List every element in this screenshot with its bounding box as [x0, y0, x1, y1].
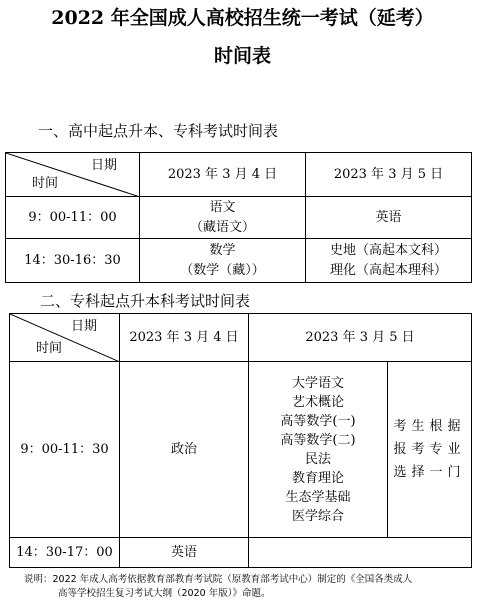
subject-name: 教育理论: [291, 470, 344, 486]
subject-name: 数学: [209, 242, 236, 258]
section1-heading: 一、高中起点升本、专科考试时间表: [38, 122, 279, 140]
table2-row2-day1: 英语: [120, 538, 249, 568]
table1-time-1: 9：00-11：00: [6, 197, 140, 239]
subject-name: 史地（高起本文科）: [329, 242, 447, 258]
table1-time-label: 时间: [32, 176, 59, 191]
table1-row2-day1: [140, 239, 306, 283]
table1-date-1: 2023 年 3 月 4 日: [140, 153, 306, 197]
footnote-line-1: 说明：2022 年成人高考依据教育部教育考试院（原教育部考试中心）制定的《全国各类成人: [24, 574, 413, 585]
table1-row1-day2: 英语: [306, 197, 472, 239]
schedule-table-2: [9, 313, 472, 568]
table2-row1-subjects: [249, 362, 388, 538]
table2-header-row: [10, 314, 472, 362]
note-line: 考生根据: [393, 419, 466, 434]
table2-diagonal-header: [10, 314, 120, 362]
table-row: [6, 197, 472, 239]
subject-name: 大学语文: [291, 375, 344, 391]
table1-row2-day2: [306, 239, 472, 283]
section2-heading: 二、专科起点升本科考试时间表: [40, 292, 251, 310]
subject-name: （数学（藏））: [180, 262, 265, 278]
subject-name: 高等数学(一): [280, 413, 356, 429]
table1-diagonal-line: [6, 153, 140, 197]
note-line: 报考专业: [393, 442, 466, 457]
table2-time-label: 时间: [36, 341, 63, 356]
subject-name: 艺术概论: [291, 394, 344, 410]
table-row: [6, 239, 472, 283]
subject-name: 民法: [304, 451, 331, 467]
table2-time-1: 9：00-11：30: [10, 362, 120, 538]
table2-time-2: 14：30-17：00: [10, 538, 120, 568]
table2-diagonal-line: [10, 314, 120, 362]
page-title: 2022 年全国成人高校招生统一考试（延考）: [51, 7, 434, 29]
subject-name: 理化（高起本理科）: [329, 262, 447, 278]
subject-name: 生态学基础: [285, 489, 351, 505]
footnote: [24, 573, 474, 601]
table-row: [10, 362, 472, 538]
subject-name: 高等数学(二): [280, 432, 356, 448]
table1-row1-day1: [140, 197, 306, 239]
table2-date-1: 2023 年 3 月 4 日: [120, 314, 249, 362]
table2-row2-day2: [249, 538, 472, 568]
page-subtitle: 时间表: [213, 45, 271, 67]
table1-header-row: [6, 153, 472, 197]
table2-date-2: 2023 年 3 月 5 日: [249, 314, 472, 362]
table2-row1-note: [388, 362, 472, 538]
table1-date-label: 日期: [90, 158, 117, 173]
footnote-line-2: 高等学校招生复习考试大纲（2020 年版）》命题。: [58, 588, 271, 599]
table1-time-2: 14：30-16：30: [6, 239, 140, 283]
schedule-table-1: [5, 152, 472, 283]
note-line: 选择一门: [393, 465, 466, 480]
table2-date-label: 日期: [70, 319, 97, 334]
table2-row1-day1: 政治: [120, 362, 249, 538]
subject-name: （藏语文）: [189, 219, 255, 235]
table-row: [10, 538, 472, 568]
table1-date-2: 2023 年 3 月 5 日: [306, 153, 472, 197]
subject-name: 语文: [209, 199, 236, 215]
subject-name: 医学综合: [291, 508, 344, 524]
table1-diagonal-header: [6, 153, 140, 197]
